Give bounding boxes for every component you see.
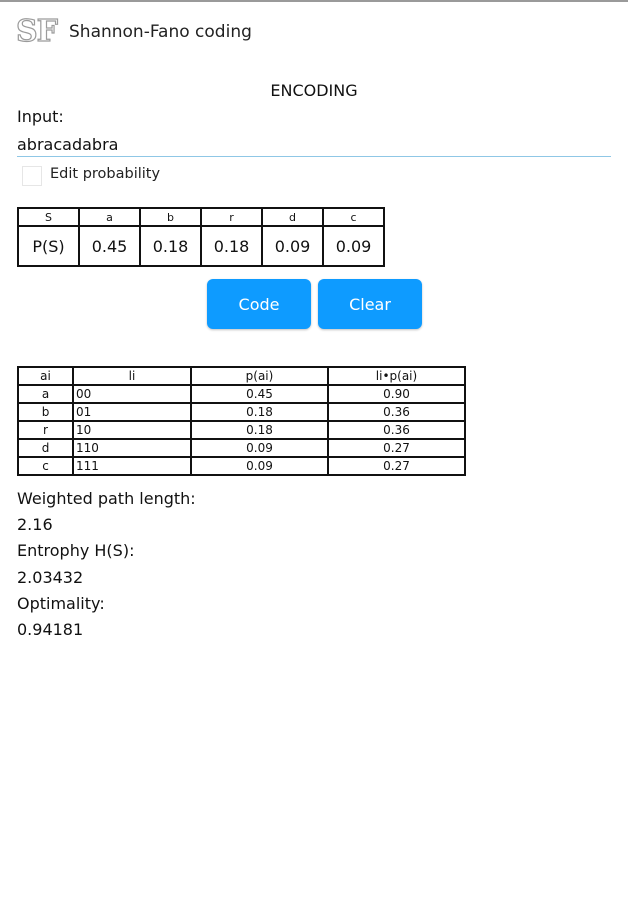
section-title: ENCODING <box>270 81 358 100</box>
weighted-cell: 0.36 <box>328 403 465 421</box>
app-title: Shannon-Fano coding <box>69 22 252 42</box>
column-header: p(ai) <box>191 367 328 385</box>
column-header: li•p(ai) <box>328 367 465 385</box>
app-bar <box>0 2 628 60</box>
probability-cell: 0.09 <box>191 457 328 475</box>
optimality-value: 0.94181 <box>17 620 84 639</box>
code-cell: 00 <box>73 385 191 403</box>
weighted-cell: 0.36 <box>328 421 465 439</box>
symbol-cell: a <box>18 385 73 403</box>
probability-cell: 0.18 <box>191 421 328 439</box>
table-row <box>18 403 465 421</box>
probability-cell: 0.18 <box>201 226 262 266</box>
symbol-cell: d <box>18 439 73 457</box>
optimality-label: Optimality: <box>17 594 105 613</box>
probability-cell: 0.09 <box>191 439 328 457</box>
weighted-path-length-label: Weighted path length: <box>17 489 196 508</box>
symbol-cell: r <box>201 208 262 226</box>
probability-cell: 0.45 <box>191 385 328 403</box>
edit-probability-checkbox[interactable] <box>22 166 42 186</box>
result-table <box>17 366 466 476</box>
edit-probability-label: Edit probability <box>50 166 161 182</box>
weighted-cell: 0.90 <box>328 385 465 403</box>
probability-cell: 0.09 <box>323 226 384 266</box>
symbol-cell: b <box>18 403 73 421</box>
column-header: li <box>73 367 191 385</box>
column-header: ai <box>18 367 73 385</box>
probability-cell: 0.09 <box>262 226 323 266</box>
table-row <box>18 457 465 475</box>
probability-value-row <box>18 226 384 266</box>
code-cell: 111 <box>73 457 191 475</box>
entropy-label: Entrophy H(S): <box>17 541 135 560</box>
table-row <box>18 421 465 439</box>
probability-cell: 0.18 <box>140 226 201 266</box>
symbol-cell: b <box>140 208 201 226</box>
symbol-header: S <box>18 208 79 226</box>
weighted-cell: 0.27 <box>328 457 465 475</box>
clear-button[interactable]: Clear <box>318 279 422 329</box>
probability-cell: 0.45 <box>79 226 140 266</box>
app-logo-icon: SF <box>16 14 57 49</box>
result-header-row <box>18 367 465 385</box>
input-field[interactable] <box>17 132 611 157</box>
code-cell: 110 <box>73 439 191 457</box>
code-cell: 01 <box>73 403 191 421</box>
code-button[interactable]: Code <box>207 279 311 329</box>
table-row <box>18 385 465 403</box>
symbol-cell: c <box>323 208 384 226</box>
entropy-value: 2.03432 <box>17 568 84 587</box>
input-label: Input: <box>17 107 64 126</box>
symbol-cell: r <box>18 421 73 439</box>
symbol-cell: a <box>79 208 140 226</box>
probability-row-label: P(S) <box>18 226 79 266</box>
probability-header-row <box>18 208 384 226</box>
weighted-cell: 0.27 <box>328 439 465 457</box>
probability-table <box>17 207 385 267</box>
probability-cell: 0.18 <box>191 403 328 421</box>
weighted-path-length-value: 2.16 <box>17 515 53 534</box>
symbol-cell: d <box>262 208 323 226</box>
table-row <box>18 439 465 457</box>
code-cell: 10 <box>73 421 191 439</box>
symbol-cell: c <box>18 457 73 475</box>
